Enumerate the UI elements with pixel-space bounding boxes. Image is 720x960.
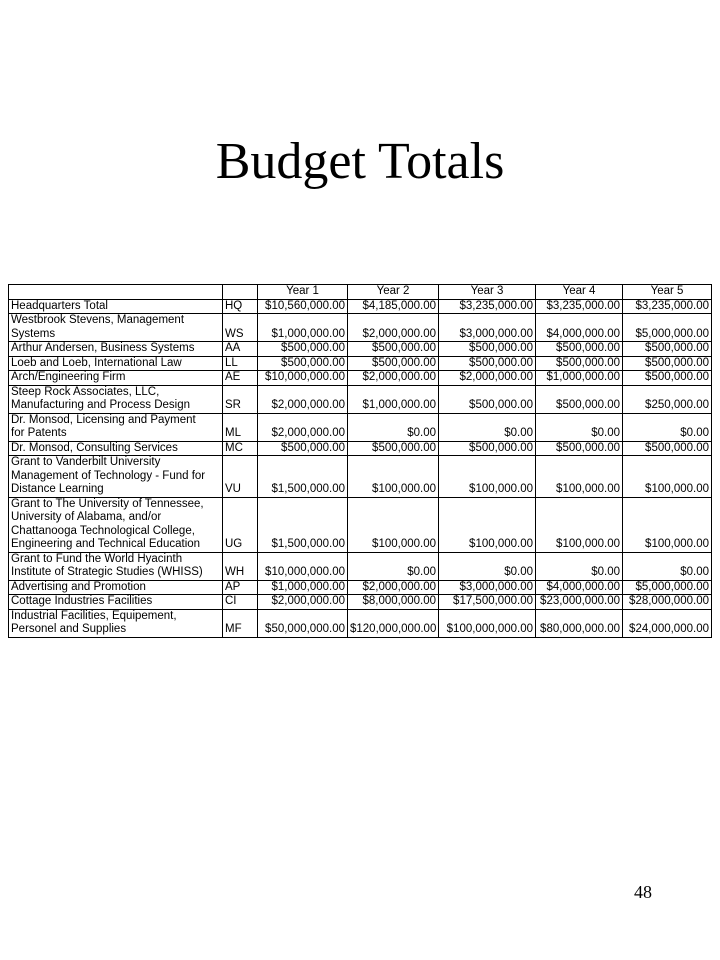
cell-code: CI bbox=[223, 595, 258, 610]
table-row bbox=[9, 580, 712, 595]
cell-year-2: $100,000.00 bbox=[348, 456, 439, 498]
cell-year-5: $250,000.00 bbox=[623, 385, 712, 413]
description-line: Advertising and Promotion bbox=[11, 580, 146, 593]
description-line: Personel and Supplies bbox=[11, 623, 127, 635]
header-cell-year-4: Year 4 bbox=[536, 285, 623, 300]
cell-year-3: $3,000,000.00 bbox=[439, 580, 536, 595]
cell-year-3: $500,000.00 bbox=[439, 356, 536, 371]
cell-year-2: $2,000,000.00 bbox=[348, 314, 439, 342]
description-line: Dr. Monsod, Consulting Services bbox=[11, 441, 178, 454]
table-row bbox=[9, 552, 712, 580]
cell-description bbox=[9, 314, 223, 342]
cell-year-5: $500,000.00 bbox=[623, 441, 712, 456]
cell-year-2: $500,000.00 bbox=[348, 342, 439, 357]
cell-year-4: $500,000.00 bbox=[536, 356, 623, 371]
description-line: Arthur Andersen, Business Systems bbox=[11, 342, 195, 354]
cell-year-1: $50,000,000.00 bbox=[258, 609, 348, 637]
cell-description bbox=[9, 413, 223, 441]
description-line: Steep Rock Associates, LLC, bbox=[11, 385, 160, 398]
cell-year-4: $3,235,000.00 bbox=[536, 299, 623, 314]
header-cell-year-2: Year 2 bbox=[348, 285, 439, 300]
description-line: Institute of Strategic Studies (WHISS) bbox=[11, 566, 203, 578]
table-row bbox=[9, 385, 712, 413]
cell-year-5: $3,235,000.00 bbox=[623, 299, 712, 314]
cell-year-5: $500,000.00 bbox=[623, 342, 712, 357]
page-number: 48 bbox=[634, 882, 652, 902]
header-cell-year-5: Year 5 bbox=[623, 285, 712, 300]
cell-code: SR bbox=[223, 385, 258, 413]
cell-year-1: $1,000,000.00 bbox=[258, 580, 348, 595]
cell-description bbox=[9, 371, 223, 386]
description-line: Grant to Fund the World Hyacinth bbox=[11, 552, 183, 565]
cell-code: LL bbox=[223, 356, 258, 371]
table-row bbox=[9, 314, 712, 342]
table-row bbox=[9, 609, 712, 637]
cell-year-4: $500,000.00 bbox=[536, 385, 623, 413]
header-cell-year-3: Year 3 bbox=[439, 285, 536, 300]
cell-year-3: $0.00 bbox=[439, 413, 536, 441]
cell-year-1: $2,000,000.00 bbox=[258, 385, 348, 413]
cell-code: VU bbox=[223, 456, 258, 498]
description-line: Arch/Engineering Firm bbox=[11, 371, 126, 383]
cell-year-4: $500,000.00 bbox=[536, 441, 623, 456]
cell-code: UG bbox=[223, 497, 258, 552]
cell-description bbox=[9, 609, 223, 637]
cell-year-3: $100,000,000.00 bbox=[439, 609, 536, 637]
cell-description bbox=[9, 356, 223, 371]
cell-year-5: $500,000.00 bbox=[623, 356, 712, 371]
table-row bbox=[9, 342, 712, 357]
cell-year-3: $100,000.00 bbox=[439, 497, 536, 552]
cell-code: MC bbox=[223, 441, 258, 456]
cell-year-1: $1,500,000.00 bbox=[258, 497, 348, 552]
cell-year-2: $8,000,000.00 bbox=[348, 595, 439, 610]
cell-year-3: $500,000.00 bbox=[439, 441, 536, 456]
header-cell-code bbox=[223, 285, 258, 300]
table-row bbox=[9, 595, 712, 610]
description-line: Industrial Facilities, Equipement, bbox=[11, 609, 177, 622]
cell-year-3: $3,000,000.00 bbox=[439, 314, 536, 342]
cell-year-4: $1,000,000.00 bbox=[536, 371, 623, 386]
cell-year-1: $500,000.00 bbox=[258, 356, 348, 371]
table-body bbox=[9, 285, 712, 638]
cell-description bbox=[9, 497, 223, 552]
description-line: Cottage Industries Facilities bbox=[11, 595, 153, 607]
table-row bbox=[9, 413, 712, 441]
cell-code: WH bbox=[223, 552, 258, 580]
description-line: Headquarters Total bbox=[11, 299, 108, 312]
table-header-row bbox=[9, 285, 712, 300]
description-line: Distance Learning bbox=[11, 483, 104, 495]
cell-year-5: $0.00 bbox=[623, 413, 712, 441]
description-line: University of Alabama, and/or bbox=[11, 511, 162, 523]
header-cell-year-1: Year 1 bbox=[258, 285, 348, 300]
cell-year-2: $4,185,000.00 bbox=[348, 299, 439, 314]
table-row bbox=[9, 441, 712, 456]
cell-description bbox=[9, 456, 223, 498]
cell-year-5: $28,000,000.00 bbox=[623, 595, 712, 610]
cell-code: MF bbox=[223, 609, 258, 637]
cell-year-3: $0.00 bbox=[439, 552, 536, 580]
cell-description bbox=[9, 552, 223, 580]
cell-year-5: $5,000,000.00 bbox=[623, 314, 712, 342]
cell-year-2: $100,000.00 bbox=[348, 497, 439, 552]
cell-code: AA bbox=[223, 342, 258, 357]
header-cell-description bbox=[9, 285, 223, 300]
cell-year-3: $100,000.00 bbox=[439, 456, 536, 498]
cell-year-5: $500,000.00 bbox=[623, 371, 712, 386]
cell-year-5: $0.00 bbox=[623, 552, 712, 580]
cell-year-4: $4,000,000.00 bbox=[536, 580, 623, 595]
cell-year-4: $0.00 bbox=[536, 413, 623, 441]
cell-year-3: $500,000.00 bbox=[439, 385, 536, 413]
description-line: Westbrook Stevens, Management bbox=[11, 314, 185, 326]
table-row bbox=[9, 371, 712, 386]
cell-year-1: $2,000,000.00 bbox=[258, 413, 348, 441]
description-line: Management of Technology - Fund for bbox=[11, 469, 206, 482]
description-line: for Patents bbox=[11, 427, 67, 439]
table-row bbox=[9, 299, 712, 314]
table-row bbox=[9, 497, 712, 552]
cell-year-1: $1,500,000.00 bbox=[258, 456, 348, 498]
cell-year-4: $100,000.00 bbox=[536, 456, 623, 498]
cell-code: AE bbox=[223, 371, 258, 386]
description-line: Loeb and Loeb, International Law bbox=[11, 356, 182, 369]
cell-year-2: $1,000,000.00 bbox=[348, 385, 439, 413]
cell-year-4: $23,000,000.00 bbox=[536, 595, 623, 610]
cell-year-4: $100,000.00 bbox=[536, 497, 623, 552]
description-line: Chattanooga Technological College, bbox=[11, 524, 195, 537]
cell-year-2: $500,000.00 bbox=[348, 356, 439, 371]
description-line: Grant to Vanderbilt University bbox=[11, 456, 161, 468]
description-line: Systems bbox=[11, 327, 56, 340]
table-row bbox=[9, 356, 712, 371]
cell-description bbox=[9, 342, 223, 357]
cell-year-4: $500,000.00 bbox=[536, 342, 623, 357]
description-line: Dr. Monsod, Licensing and Payment bbox=[11, 413, 196, 426]
budget-table bbox=[8, 284, 712, 638]
cell-description bbox=[9, 385, 223, 413]
cell-year-2: $500,000.00 bbox=[348, 441, 439, 456]
cell-year-3: $3,235,000.00 bbox=[439, 299, 536, 314]
cell-year-1: $1,000,000.00 bbox=[258, 314, 348, 342]
cell-description bbox=[9, 595, 223, 610]
cell-year-5: $100,000.00 bbox=[623, 497, 712, 552]
cell-code: AP bbox=[223, 580, 258, 595]
cell-year-3: $500,000.00 bbox=[439, 342, 536, 357]
cell-year-2: $2,000,000.00 bbox=[348, 371, 439, 386]
cell-description bbox=[9, 580, 223, 595]
cell-year-4: $4,000,000.00 bbox=[536, 314, 623, 342]
cell-year-5: $5,000,000.00 bbox=[623, 580, 712, 595]
cell-year-1: $2,000,000.00 bbox=[258, 595, 348, 610]
cell-year-1: $500,000.00 bbox=[258, 441, 348, 456]
cell-year-1: $10,000,000.00 bbox=[258, 371, 348, 386]
cell-year-3: $2,000,000.00 bbox=[439, 371, 536, 386]
description-line: Manufacturing and Process Design bbox=[11, 399, 190, 411]
cell-code: HQ bbox=[223, 299, 258, 314]
cell-year-2: $0.00 bbox=[348, 552, 439, 580]
cell-year-1: $10,560,000.00 bbox=[258, 299, 348, 314]
cell-year-1: $500,000.00 bbox=[258, 342, 348, 357]
cell-year-4: $80,000,000.00 bbox=[536, 609, 623, 637]
cell-year-5: $100,000.00 bbox=[623, 456, 712, 498]
table-row bbox=[9, 456, 712, 498]
cell-code: ML bbox=[223, 413, 258, 441]
cell-description bbox=[9, 441, 223, 456]
cell-year-2: $0.00 bbox=[348, 413, 439, 441]
cell-year-5: $24,000,000.00 bbox=[623, 609, 712, 637]
cell-year-2: $2,000,000.00 bbox=[348, 580, 439, 595]
slide-title: Budget Totals bbox=[215, 133, 505, 190]
description-line: Grant to The University of Tennessee, bbox=[11, 497, 204, 510]
cell-code: WS bbox=[223, 314, 258, 342]
cell-description bbox=[9, 299, 223, 314]
cell-year-2: $120,000,000.00 bbox=[348, 609, 439, 637]
cell-year-4: $0.00 bbox=[536, 552, 623, 580]
cell-year-3: $17,500,000.00 bbox=[439, 595, 536, 610]
cell-year-1: $10,000,000.00 bbox=[258, 552, 348, 580]
description-line: Engineering and Technical Education bbox=[11, 538, 201, 550]
